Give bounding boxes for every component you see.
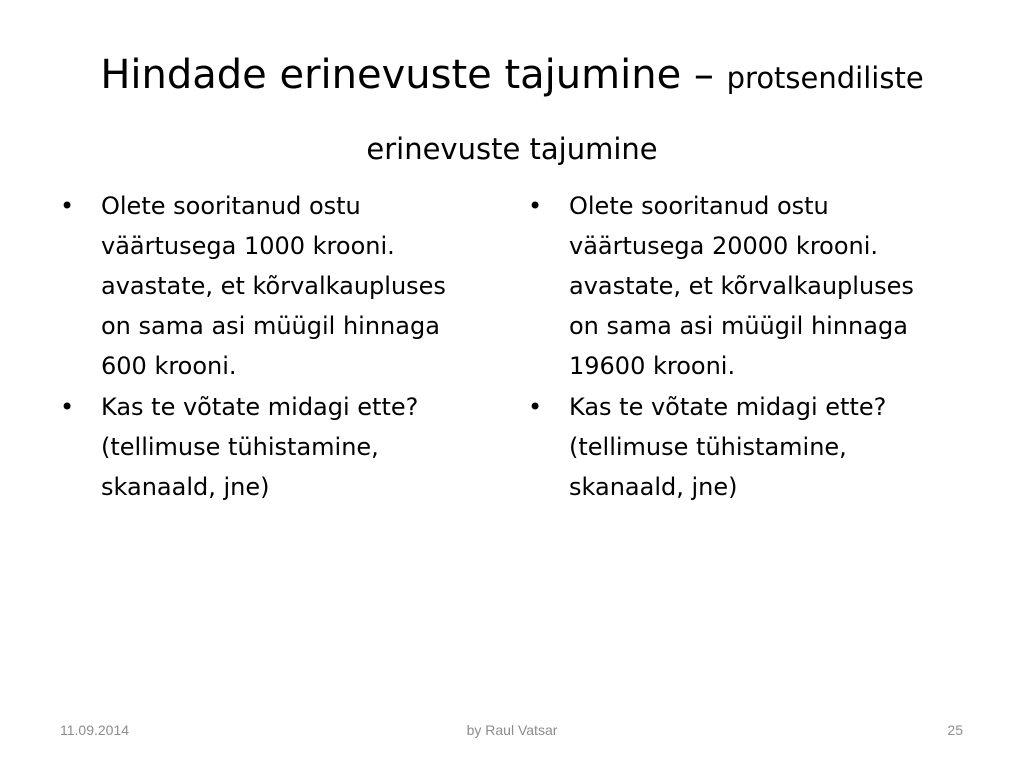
- bullet-icon: •: [60, 393, 75, 421]
- bullet-text: Kas te võtate midagi ette? (tellimuse tühistamine, skanaald, jne): [569, 393, 887, 501]
- slide-title: [60, 42, 964, 187]
- list-item: [55, 387, 475, 507]
- bullet-text: Olete sooritanud ostu väärtusega 1000 krooni. avastate, et kõrvalkaupluses on sama asi müügil hinnaga 600 krooni.: [101, 192, 446, 380]
- bullet-icon: •: [528, 192, 543, 220]
- right-bullet-list: [523, 186, 943, 507]
- slide-title-sub: protsendiliste erinevuste tajumine: [366, 61, 924, 166]
- list-item: [523, 186, 943, 386]
- bullet-text: Olete sooritanud ostu väärtusega 20000 krooni. avastate, et kõrvalkaupluses on sama asi müügil hinnaga 19600 krooni.: [569, 192, 914, 380]
- bullet-icon: •: [60, 192, 75, 220]
- left-column: [55, 186, 475, 507]
- list-item: [55, 186, 475, 386]
- left-bullet-list: [55, 186, 475, 507]
- footer-date: 11.09.2014: [60, 722, 130, 738]
- bullet-text: Kas te võtate midagi ette? (tellimuse tühistamine, skanaald, jne): [101, 393, 419, 501]
- right-column: [523, 186, 943, 507]
- footer-author: by Raul Vatsar: [466, 722, 558, 738]
- list-item: [523, 387, 943, 507]
- page-number: 25: [947, 722, 963, 738]
- bullet-icon: •: [528, 393, 543, 421]
- slide-title-main: Hindade erinevuste tajumine –: [100, 52, 727, 98]
